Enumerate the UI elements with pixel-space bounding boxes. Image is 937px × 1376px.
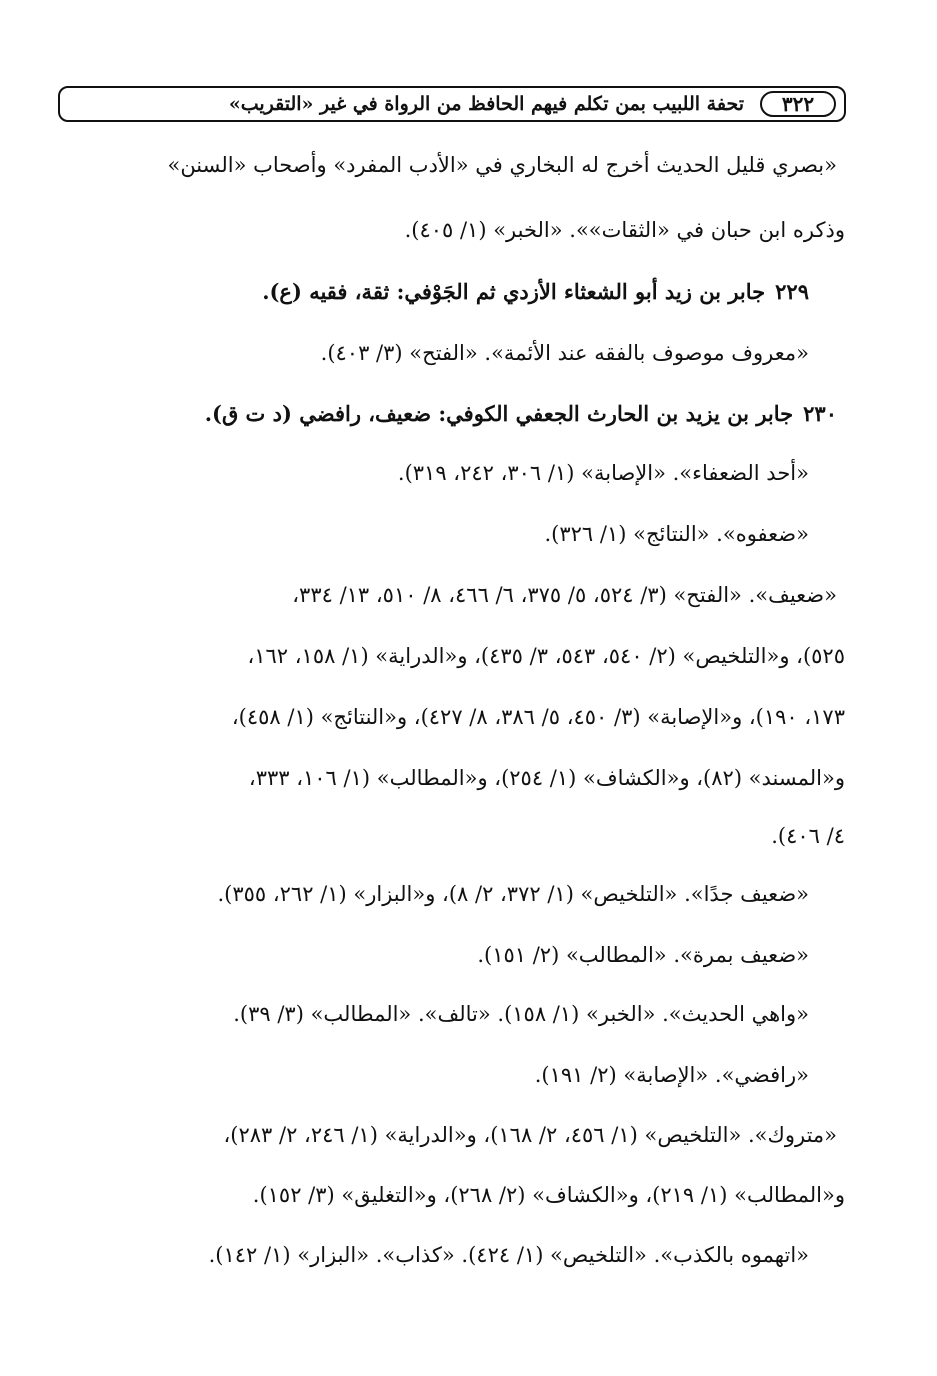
entry-229: [262, 277, 809, 307]
text-line: «معروف موصوف بالفقه عند الأئمة». «الفتح» (٣/ ٤٠٣).: [320, 341, 809, 365]
text-line: «أحد الضعفاء». «الإصابة» (١/ ٣٠٦، ٢٤٢، ٣١٩).: [397, 461, 809, 485]
text-line: و«المسند» (٨٢)، و«الكشاف» (١/ ٢٥٤)، و«المطالب» (١/ ١٠٦، ٣٣٣،: [248, 766, 845, 790]
text-line: «واهي الحديث». «الخبر» (١/ ١٥٨). «تالف». «المطالب» (٣/ ٣٩).: [233, 1002, 809, 1026]
text-line: و«المطالب» (١/ ٢١٩)، و«الكشاف» (٢/ ٢٦٨)، و«التغليق» (٣/ ١٥٢).: [252, 1183, 845, 1207]
text-line: «اتهموه بالكذب». «التلخيص» (١/ ٤٢٤). «كذاب». «البزار» (١/ ١٤٢).: [208, 1243, 809, 1267]
entry-number: ٢٢٩: [775, 279, 809, 304]
page-number: ٣٢٢: [760, 91, 836, 117]
text-line: «ضعيف». «الفتح» (٣/ ٥٢٤، ٥/ ٣٧٥، ٦/ ٤٦٦، ٨/ ٥١٠، ١٣/ ٣٣٤،: [292, 583, 837, 607]
text-line: «ضعيف بمرة». «المطالب» (٢/ ١٥١).: [477, 943, 809, 967]
entry-text: جابر بن يزيد بن الحارث الجعفي الكوفي: ضعيف، رافضي (د ت ق).: [204, 401, 794, 426]
entry-number: ٢٣٠: [803, 401, 837, 426]
text-line: «متروك». «التلخيص» (١/ ٤٥٦، ٢/ ١٦٨)، و«الدراية» (١/ ٢٤٦، ٢/ ٢٨٣)،: [223, 1123, 837, 1147]
entry-text: جابر بن زيد أبو الشعثاء الأزدي ثم الجَوْفي: ثقة، فقيه (ع).: [262, 279, 766, 304]
text-line: ١٧٣، ١٩٠)، و«الإصابة» (٣/ ٤٥٠، ٥/ ٣٨٦، ٨/ ٤٢٧)، و«النتائج» (١/ ٤٥٨)،: [231, 705, 845, 729]
text-line: «رافضي». «الإصابة» (٢/ ١٩١).: [534, 1063, 809, 1087]
entry-230: [205, 399, 837, 429]
text-line: ٤/ ٤٠٦).: [771, 824, 845, 848]
text-line: وذكره ابن حبان في «الثقات»». «الخبر» (١/ ٤٠٥).: [404, 218, 845, 242]
text-line: «بصري قليل الحديث أخرج له البخاري في «الأدب المفرد» وأصحاب «السنن»: [167, 153, 837, 177]
running-title: تحفة اللبيب بمن تكلم فيهم الحافظ من الرواة في غير «التقريب»: [228, 93, 744, 115]
page-header: [58, 86, 846, 122]
text-line: «ضعفوه». «النتائج» (١/ ٣٢٦).: [544, 522, 809, 546]
text-line: «ضعيف جدًا». «التلخيص» (١/ ٣٧٢، ٢/ ٨)، و«البزار» (١/ ٢٦٢، ٣٥٥).: [217, 882, 809, 906]
text-line: ٥٢٥)، و«التلخيص» (٢/ ٥٤٠، ٥٤٣، ٣/ ٤٣٥)، و«الدراية» (١/ ١٥٨، ١٦٢،: [247, 644, 845, 668]
